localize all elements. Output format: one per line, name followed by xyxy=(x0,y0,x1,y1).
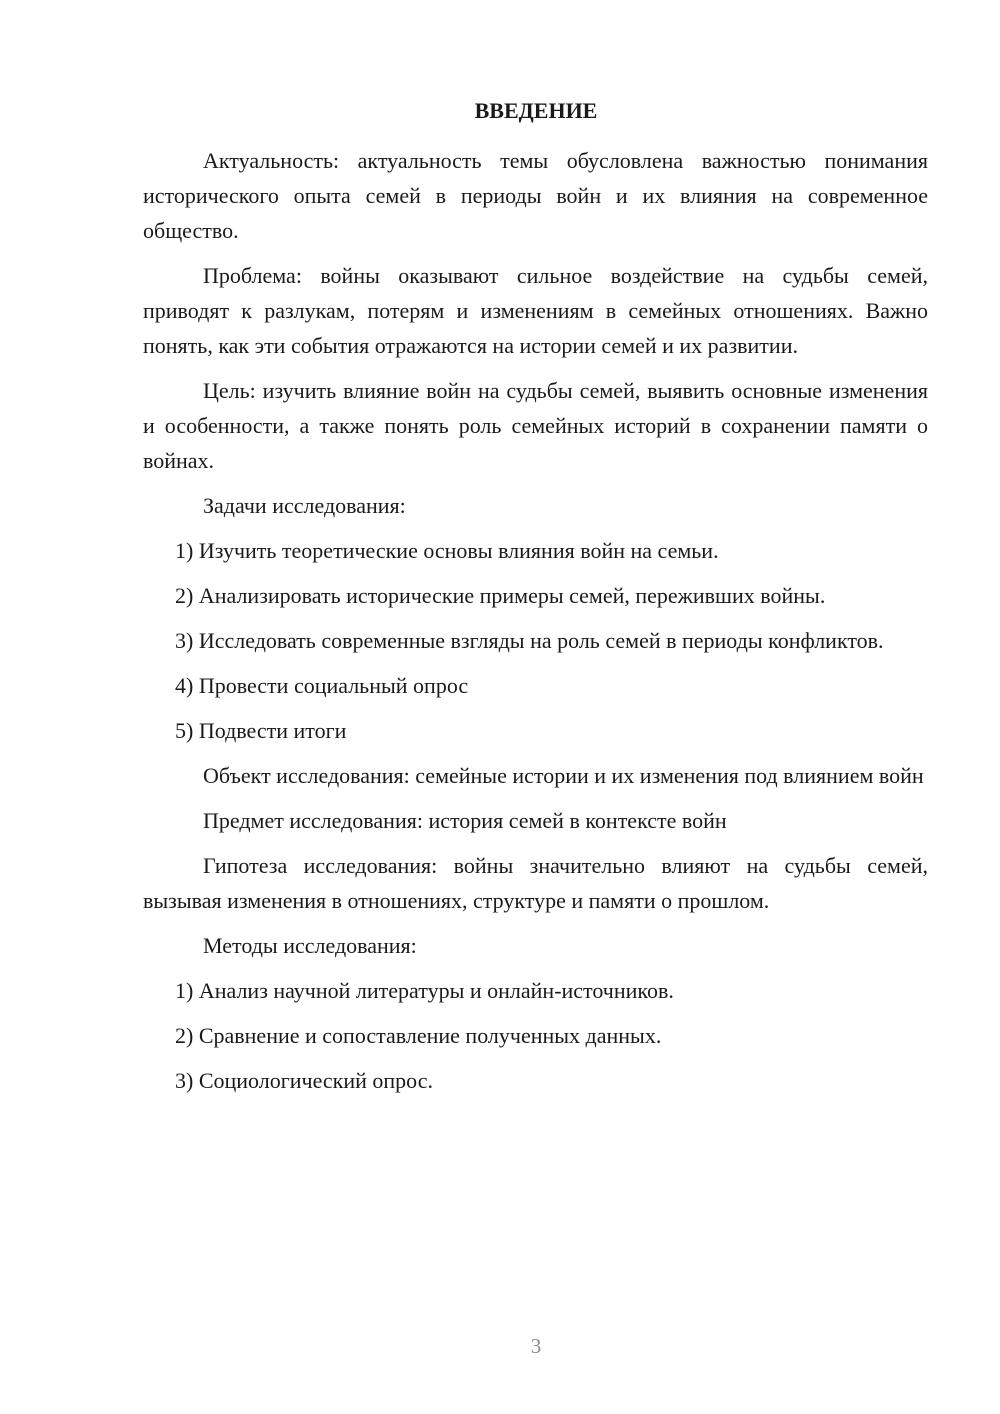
method-item-1: 1) Анализ научной литературы и онлайн-источников. xyxy=(175,978,674,1003)
method-item-2: 2) Сравнение и сопоставление полученных данных. xyxy=(175,1023,662,1048)
task-item-4: 4) Провести социальный опрос xyxy=(175,673,469,698)
section-title: ВВЕДЕНИЕ xyxy=(474,98,598,123)
task-item-1: 1) Изучить теоретические основы влияния войн на семьи. xyxy=(175,538,719,563)
paragraph-relevance: Актуальность: актуальность темы обусловлена важностью понимания исторического опыта семей в периоды войн и их влияния на современное общество. xyxy=(143,148,928,243)
task-item-3: 3) Исследовать современные взгляды на роль семей в периоды конфликтов. xyxy=(175,628,884,653)
paragraph-hypothesis: Гипотеза исследования: войны значительно влияют на судьбы семей, вызывая изменения в отношениях, структуре и памяти о прошлом. xyxy=(143,853,928,913)
task-item-2: 2) Анализировать исторические примеры семей, переживших войны. xyxy=(175,583,826,608)
method-item-3: 3) Социологический опрос. xyxy=(175,1068,433,1093)
methods-heading: Методы исследования: xyxy=(203,933,417,958)
document-body xyxy=(143,143,928,1108)
paragraph-goal: Цель: изучить влияние войн на судьбы семей, выявить основные изменения и особенности, а также понять роль семейных историй в сохранении памяти о войнах. xyxy=(143,378,928,473)
paragraph-object: Объект исследования: семейные истории и их изменения под влиянием войн xyxy=(203,763,924,788)
paragraph-subject: Предмет исследования: история семей в контексте войн xyxy=(203,808,727,833)
paragraph-problem: Проблема: войны оказывают сильное воздействие на судьбы семей, приводят к разлукам, потерям и изменениям в семейных отношениях. Важно понять, как эти события отражаются на истории семей и их развитии. xyxy=(143,263,928,358)
tasks-heading: Задачи исследования: xyxy=(203,493,406,518)
task-item-5: 5) Подвести итоги xyxy=(175,718,347,743)
page-number: 3 xyxy=(530,1334,542,1358)
